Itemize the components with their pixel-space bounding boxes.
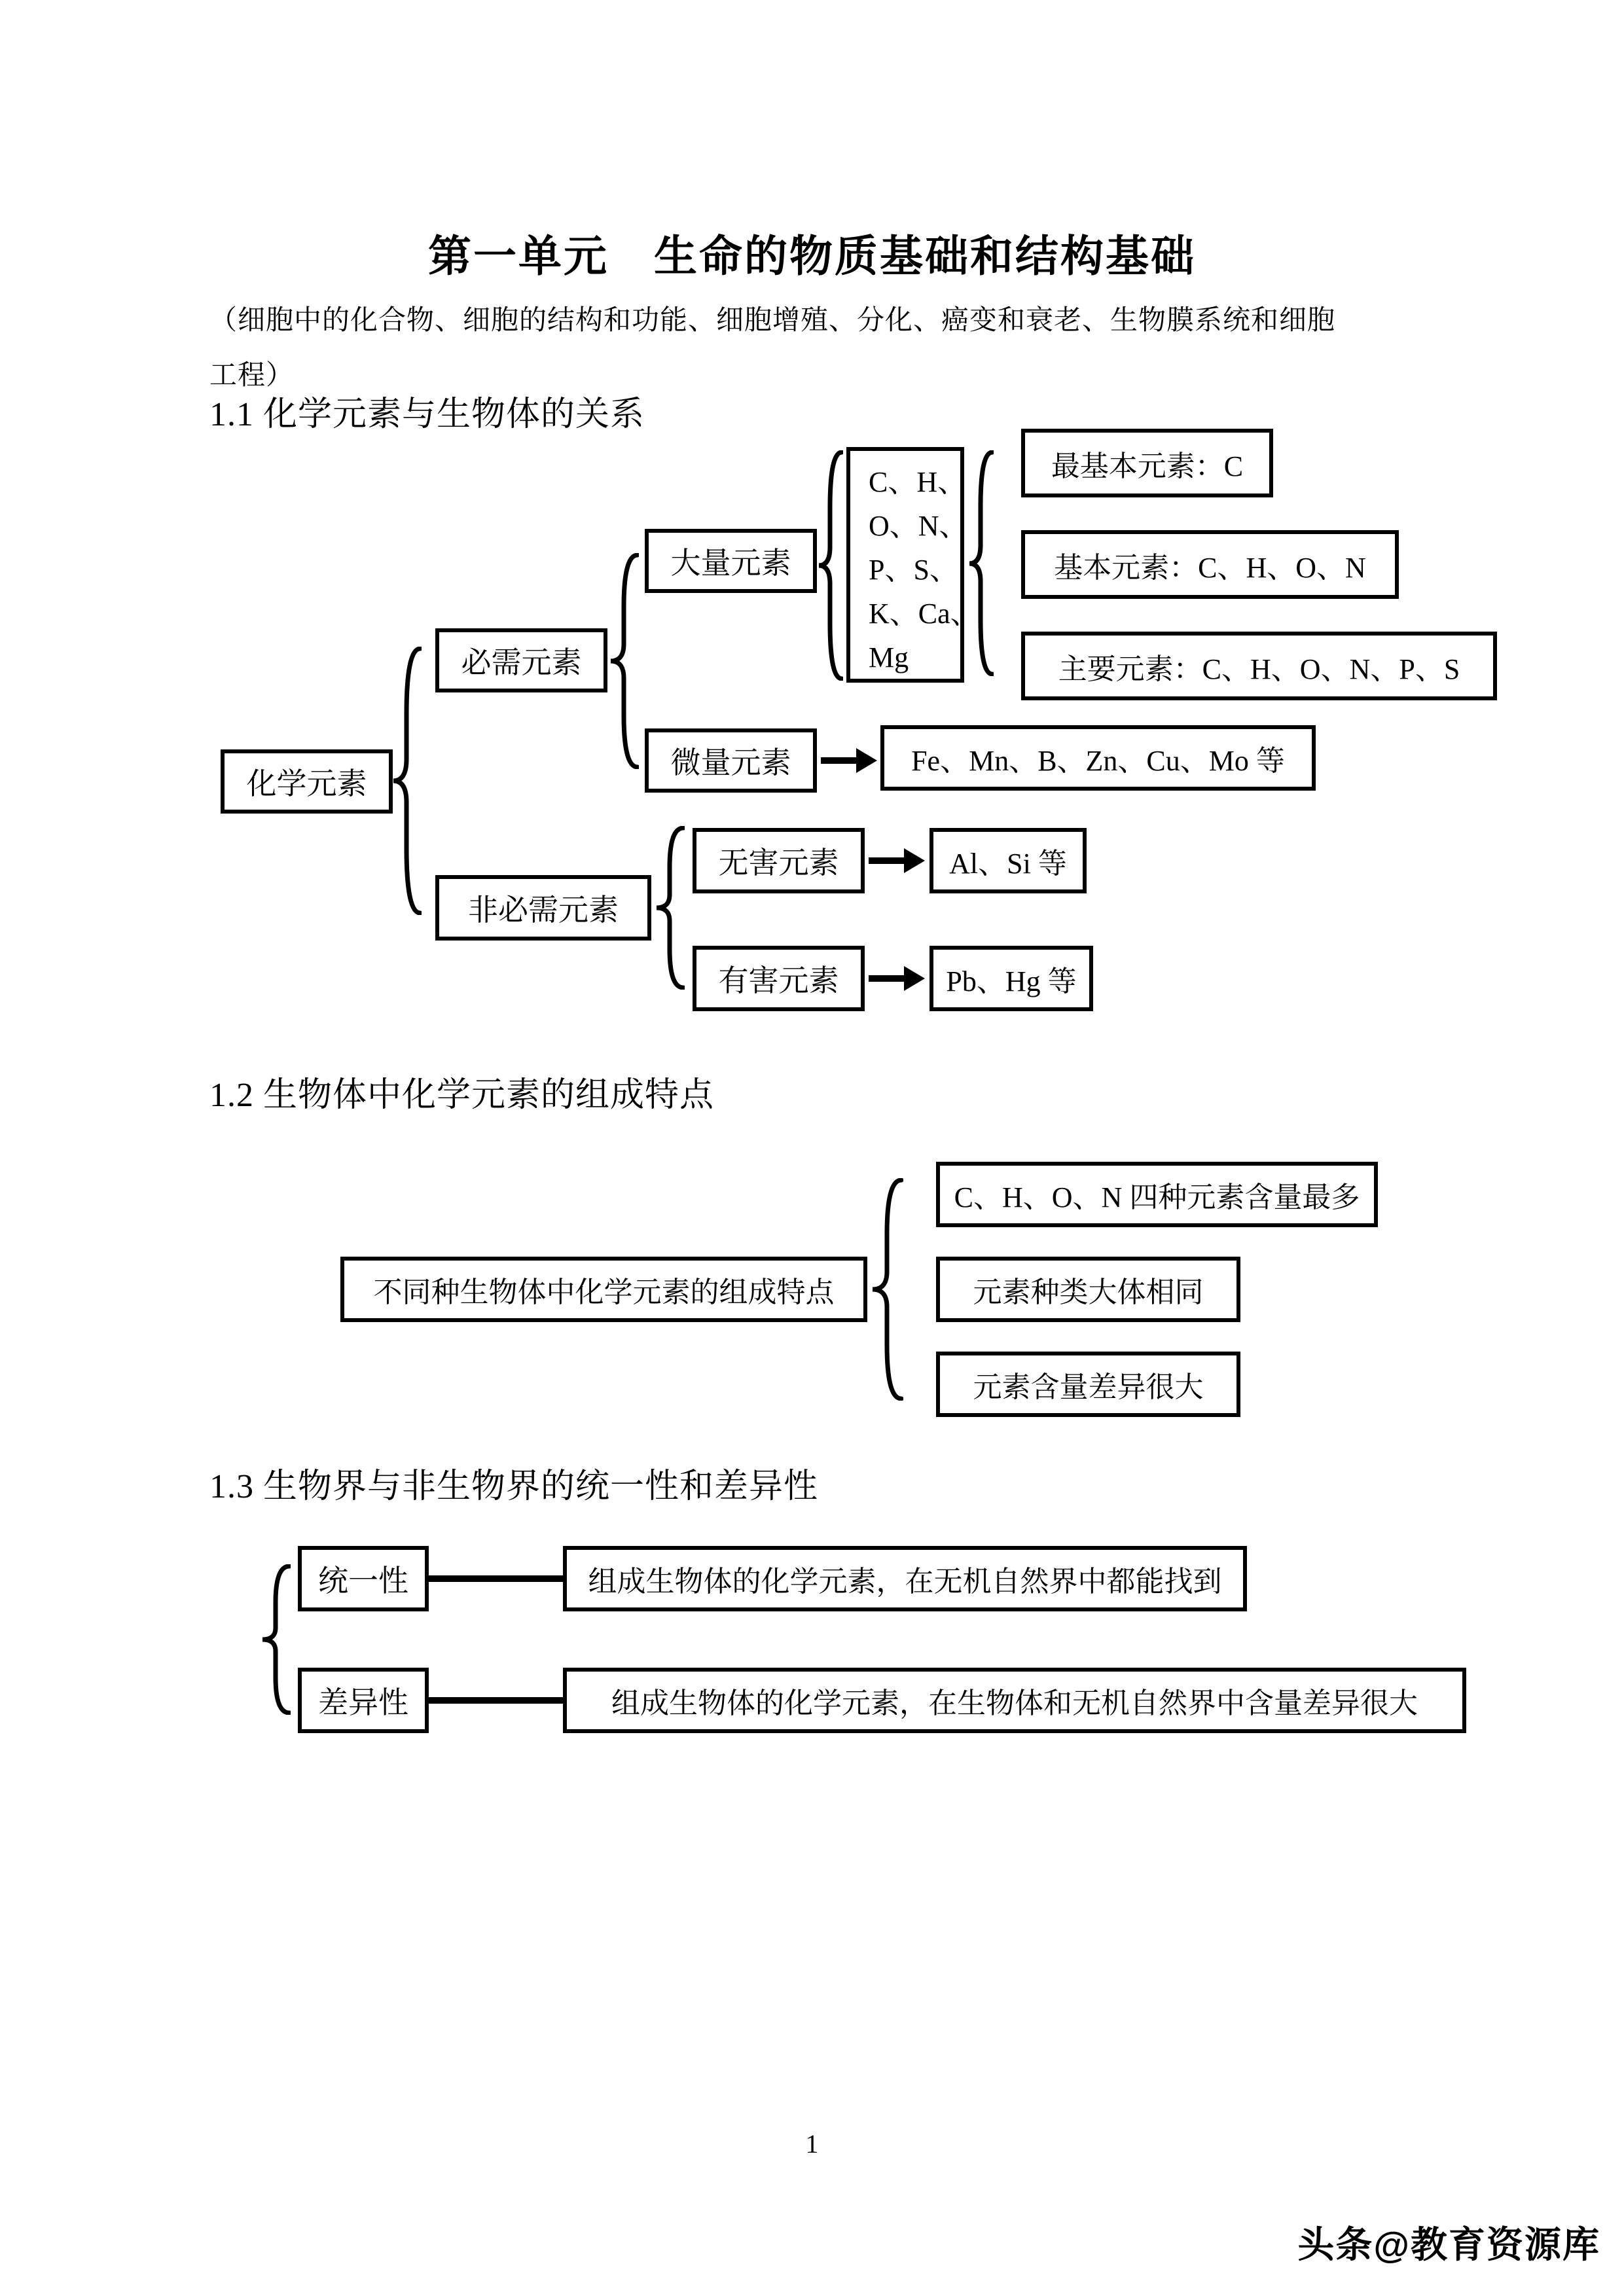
composition-subject-box: 不同种生物体中化学元素的组成特点 xyxy=(340,1257,867,1322)
curly-brace-icon xyxy=(817,450,843,681)
main-elements-box: 主要元素：C、H、O、N、P、S xyxy=(1021,632,1497,700)
unity-text-box: 组成生物体的化学元素，在无机自然界中都能找到 xyxy=(563,1546,1247,1611)
chemical-elements-box: 化学元素 xyxy=(221,749,393,814)
difference-label-box: 差异性 xyxy=(298,1668,429,1733)
trace-elements-box: 微量元素 xyxy=(645,728,817,793)
element-list-line: Mg xyxy=(869,641,909,673)
section-1-3-heading: 1.3 生物界与非生物界的统一性和差异性 xyxy=(209,1468,819,1505)
watermark: 头条@教育资源库 xyxy=(1297,2224,1600,2265)
connector-line xyxy=(429,1697,563,1704)
element-list-line: P、S、 xyxy=(869,554,958,586)
curly-brace-icon xyxy=(609,553,639,769)
curly-brace-icon xyxy=(967,450,994,676)
subtitle-line-2: 工程） xyxy=(209,361,295,391)
connector-line xyxy=(429,1575,563,1582)
macro-element-list-box xyxy=(846,447,979,683)
harmless-elements-box: 无害元素 xyxy=(693,828,865,893)
most-basic-element-box: 最基本元素：C xyxy=(1021,429,1273,497)
essential-elements-box: 必需元素 xyxy=(435,628,607,692)
subtitle-line-1: （细胞中的化合物、细胞的结构和功能、细胞增殖、分化、癌变和衰老、生物膜系统和细胞 xyxy=(209,306,1336,336)
section-1-1-heading: 1.1 化学元素与生物体的关系 xyxy=(209,396,645,433)
unity-label-box: 统一性 xyxy=(298,1546,429,1611)
page-number: 1 xyxy=(805,2129,819,2159)
arrow-right-icon xyxy=(821,757,857,764)
element-list-line: O、N、 xyxy=(869,510,968,542)
section-1-2-heading: 1.2 生物体中化学元素的组成特点 xyxy=(209,1077,715,1114)
arrow-right-icon xyxy=(869,857,905,864)
basic-elements-box: 基本元素：C、H、O、N xyxy=(1021,530,1399,599)
curly-brace-icon xyxy=(655,826,685,990)
curly-brace-icon xyxy=(871,1178,903,1401)
non-essential-elements-box: 非必需元素 xyxy=(435,875,651,941)
element-list-line: C、H、 xyxy=(869,466,967,498)
arrow-head-icon xyxy=(904,848,925,873)
difference-text-box: 组成生物体的化学元素，在生物体和无机自然界中含量差异很大 xyxy=(563,1668,1466,1733)
composition-point-box: C、H、O、N 四种元素含量最多 xyxy=(936,1162,1378,1227)
page-title: 第一单元 生命的物质基础和结构基础 xyxy=(428,232,1196,280)
arrow-head-icon xyxy=(856,748,877,773)
harmless-examples-box: Al、Si 等 xyxy=(929,828,1087,893)
arrow-right-icon xyxy=(869,975,905,982)
arrow-head-icon xyxy=(904,966,925,991)
harmful-elements-box: 有害元素 xyxy=(693,946,865,1011)
composition-point-box: 元素含量差异很大 xyxy=(936,1352,1240,1417)
macro-elements-box: 大量元素 xyxy=(645,529,817,593)
element-list-line: K、Ca、 xyxy=(869,598,979,630)
curly-brace-icon xyxy=(391,647,422,915)
trace-examples-box: Fe、Mn、B、Zn、Cu、Mo 等 xyxy=(880,725,1316,791)
harmful-examples-box: Pb、Hg 等 xyxy=(929,946,1093,1011)
composition-point-box: 元素种类大体相同 xyxy=(936,1257,1240,1322)
curly-brace-icon xyxy=(261,1564,291,1715)
